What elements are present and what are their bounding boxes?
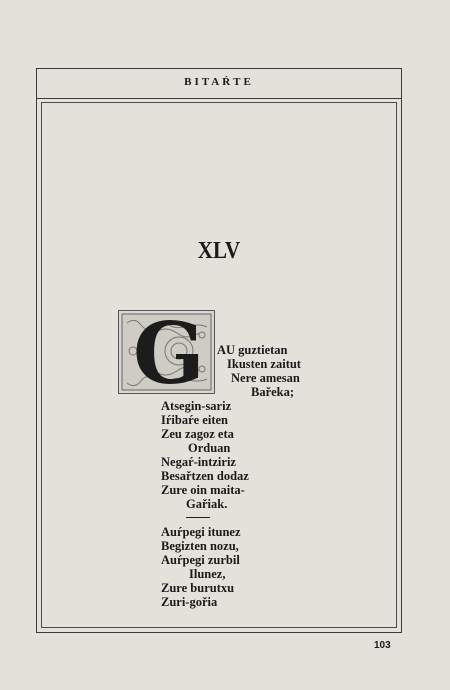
poem-line: Zeu zagoz eta bbox=[161, 427, 234, 441]
poem-line: Auŕpegi zurbil bbox=[161, 553, 240, 567]
poem-line: Zure burutxu bbox=[161, 581, 235, 595]
stanza-separator bbox=[161, 511, 311, 525]
poem-line: Zure oin maita- bbox=[161, 483, 245, 497]
running-head: BITAŔTE bbox=[184, 76, 254, 88]
poem-line: Auŕpegi itunez bbox=[161, 525, 241, 539]
poem-line: Negaŕ-intziriz bbox=[161, 455, 236, 469]
separator-rule bbox=[186, 517, 210, 518]
poem-line: AU guztietan bbox=[217, 343, 288, 357]
poem-line: Zuri-gořia bbox=[161, 595, 218, 609]
poem-line: Atsegin-sariz bbox=[161, 399, 232, 413]
poem-line: Ikusten zaitut bbox=[227, 357, 301, 371]
poem-line: Bařeka; bbox=[251, 385, 295, 399]
poem-line: Besařtzen dodaz bbox=[161, 469, 249, 483]
poem-line: Nere amesan bbox=[231, 371, 300, 385]
dropcap-letter: G bbox=[133, 311, 205, 393]
chapter-number: XLV bbox=[197, 236, 241, 264]
poem-line: Orduan bbox=[188, 441, 231, 455]
poem-body bbox=[161, 343, 311, 609]
poem-line: Begizten nozu, bbox=[161, 539, 239, 553]
header-rule bbox=[36, 98, 402, 99]
poem-line: Iŕibaŕe eiten bbox=[161, 413, 228, 427]
poem-line: Ilunez, bbox=[189, 567, 226, 581]
page-number: 103 bbox=[374, 640, 391, 651]
poem-line: Gařiak. bbox=[186, 497, 228, 511]
